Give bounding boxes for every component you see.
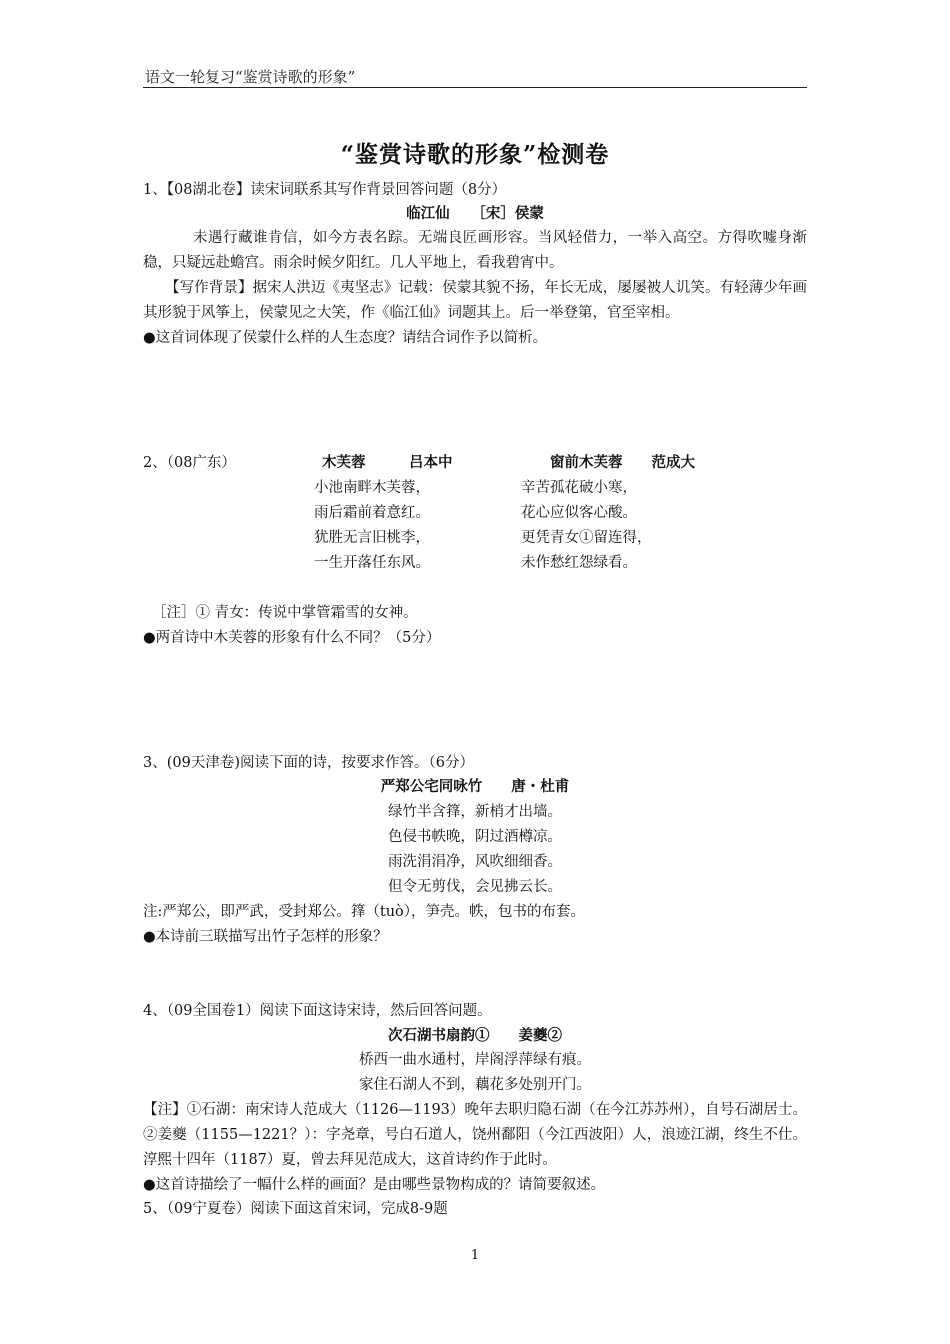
- q3-poem-line: 色侵书帙晚，阴过酒樽凉。: [388, 829, 562, 845]
- q3-poem-line: 绿竹半含箨，新梢才出墙。: [388, 804, 562, 820]
- q2-poem-a-line: 雨后霜前着意红。: [314, 505, 430, 521]
- q2-poem-b-line: 更凭青女①留连得，: [521, 530, 652, 546]
- q1-question: ●这首词体现了侯蒙什么样的人生态度？请结合词作予以简析。: [143, 330, 548, 346]
- q4-note: 【注】①石湖：南宋诗人范成大（1126—1193）晚年去职归隐石湖（在今江苏苏州），自号石湖居士。②姜夔（1155—1221？）：字尧章，号白石道人，饶州鄱阳（今江西波阳）人，浪迹江湖，终生不仕。淳熙十四年（1187）夏，曾去拜见范成大，这首诗约作于此时。: [143, 1102, 807, 1168]
- q2-poem-b-line: 未作愁红怨绿看。: [521, 555, 637, 571]
- q2-poem-a-title: 木芙蓉 吕本中: [322, 454, 453, 471]
- q5-stem: 5、（09宁夏卷）阅读下面这首宋词，完成8-9题: [143, 1201, 448, 1217]
- q2-poem-b-line: 花心应似客心酸。: [521, 505, 637, 521]
- q1-poem-title: 临江仙 ［宋］侯蒙: [406, 205, 544, 222]
- q2-note: ［注］① 青女：传说中掌管霜雪的女神。: [152, 605, 418, 621]
- running-header: 语文一轮复习“鉴赏诗歌的形象”: [145, 68, 356, 86]
- q4-poem-line: 家住石湖人不到，藕花多处别开门。: [359, 1077, 591, 1093]
- header-rule: [143, 87, 807, 88]
- document-title: “鉴赏诗歌的形象”检测卷: [340, 141, 610, 168]
- q3-poem-line: 雨洗涓涓净，风吹细细香。: [388, 854, 562, 870]
- q1-stem: 1、【08湖北卷】读宋词联系其写作背景回答问题（8分）: [143, 182, 507, 198]
- q3-poem-title: 严郑公宅同咏竹 唐・杜甫: [380, 778, 570, 795]
- q2-poem-b-title: 窗前木芙蓉 范成大: [550, 454, 695, 471]
- q2-stem: 2、（08广东）: [143, 455, 236, 471]
- q2-poem-b-line: 辛苦孤花破小寒，: [521, 480, 637, 496]
- q3-note: 注:严郑公，即严武，受封郑公。箨（tuò），笋壳。帙，包书的布套。: [143, 904, 586, 920]
- q2-poem-a-line: 犹胜无言旧桃李，: [314, 530, 430, 546]
- q1-poem-text: 未遇行藏谁肯信，如今方表名踪。无端良匠画形容。当风轻借力，一举入高空。方得吹嘘身渐稳，只疑远赴蟾宫。雨余时候夕阳红。几人平地上，看我碧宵中。: [143, 230, 807, 271]
- q2-question: ●两首诗中木芙蓉的形象有什么不同？（5分）: [143, 630, 441, 646]
- q2-poem-a-line: 一生开落任东风。: [314, 555, 430, 571]
- q2-poem-a-line: 小池南畔木芙蓉，: [314, 480, 430, 496]
- q1-background: 【写作背景】据宋人洪迈《夷坚志》记载：侯蒙其貌不扬，年长无成，屡屡被人讥笑。有轻薄少年画其形貌于风筝上，侯蒙见之大笑，作《临江仙》词题其上。后一举登第，官至宰相。: [143, 280, 807, 321]
- q4-poem-title: 次石湖书扇韵① 姜夔②: [388, 1027, 562, 1044]
- page-number: 1: [470, 1248, 480, 1263]
- q4-poem-line: 桥西一曲水通村，岸阁浮萍绿有痕。: [359, 1052, 591, 1068]
- q4-stem: 4、（09全国卷1）阅读下面这诗宋诗，然后回答问题。: [143, 1003, 492, 1019]
- q3-question: ●本诗前三联描写出竹子怎样的形象？: [143, 929, 388, 945]
- q4-question: ●这首诗描绘了一幅什么样的画面？是由哪些景物构成的？请简要叙述。: [143, 1177, 606, 1193]
- q3-stem: 3、(09天津卷)阅读下面的诗，按要求作答。（6分）: [143, 755, 474, 771]
- q3-poem-line: 但令无剪伐，会见拂云长。: [388, 879, 562, 895]
